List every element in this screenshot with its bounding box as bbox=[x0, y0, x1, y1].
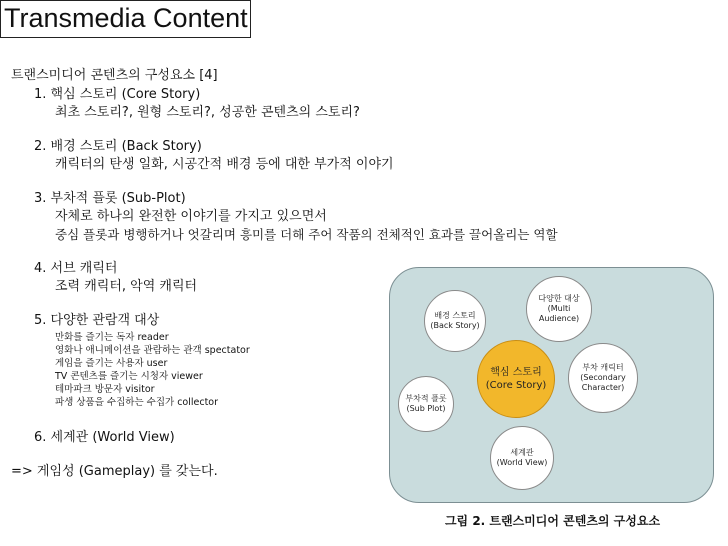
audience-visitor: 테마파크 방문자 visitor bbox=[55, 384, 155, 395]
item-4-detail: 조력 캐릭터, 악역 캐릭터 bbox=[55, 279, 198, 294]
item-1-heading: 1. 핵심 스토리 (Core Story) bbox=[34, 87, 201, 102]
subplot-label: 부차적 플롯 bbox=[405, 394, 447, 403]
audience-label: 다양한 대상 bbox=[538, 294, 580, 303]
item-2-detail: 캐릭터의 탄생 일화, 시공간적 배경 등에 대한 부가적 이야기 bbox=[55, 157, 394, 172]
item-3-detail-2: 중심 플롯과 병행하거나 엇갈리며 흥미를 더해 주어 작품의 전체적인 효과를 끌어올리는 역할 bbox=[55, 227, 558, 242]
conclusion: => 게임성 (Gameplay) 를 갖는다. bbox=[11, 464, 218, 479]
audience-spectator: 영화나 애니메이션을 관람하는 관객 spectator bbox=[55, 345, 250, 356]
secondary-label-en-2: Character) bbox=[581, 383, 625, 392]
worldview-label: 세계관 bbox=[510, 448, 534, 457]
item-5-heading: 5. 다양한 관람객 대상 bbox=[34, 313, 160, 328]
item-2-heading: 2. 배경 스토리 (Back Story) bbox=[34, 139, 202, 154]
item-3-heading: 3. 부차적 플롯 (Sub-Plot) bbox=[34, 191, 186, 206]
audience-bubble bbox=[526, 276, 592, 342]
components-diagram bbox=[389, 267, 714, 503]
diagram-caption: 그림 2. 트랜스미디어 콘텐츠의 구성요소 bbox=[444, 514, 661, 528]
item-6-heading: 6. 세계관 (World View) bbox=[34, 430, 175, 445]
item-3-detail-1: 자체로 하나의 완전한 이야기를 가지고 있으면서 bbox=[55, 209, 327, 224]
section-heading: 트랜스미디어 콘텐츠의 구성요소 [4] bbox=[11, 68, 218, 83]
secondary-label-en-1: (Secondary bbox=[580, 373, 626, 382]
backstory-bubble bbox=[424, 290, 486, 352]
worldview-label-en: (World View) bbox=[496, 458, 548, 467]
item-4-heading: 4. 서브 캐릭터 bbox=[34, 261, 118, 276]
worldview-bubble bbox=[490, 426, 554, 490]
slide-title: Transmedia Content bbox=[0, 0, 251, 38]
backstory-label-en: (Back Story) bbox=[430, 321, 480, 330]
backstory-label: 배경 스토리 bbox=[434, 311, 476, 320]
audience-collector: 파생 상품을 수집하는 수집가 collector bbox=[55, 397, 219, 408]
item-1-detail: 최초 스토리?, 원형 스토리?, 성공한 콘텐츠의 스토리? bbox=[55, 105, 360, 120]
audience-label-en-2: Audience) bbox=[538, 314, 580, 323]
secondary-character-bubble bbox=[568, 343, 638, 413]
audience-label-en-1: (Multi bbox=[547, 304, 571, 313]
core-story-bubble bbox=[477, 340, 555, 418]
subplot-label-en: (Sub Plot) bbox=[406, 404, 446, 413]
audience-viewer: TV 콘텐츠를 즐기는 시청자 viewer bbox=[55, 371, 203, 382]
audience-reader: 만화를 즐기는 독자 reader bbox=[55, 332, 169, 343]
core-story-label-en: (Core Story) bbox=[485, 380, 547, 391]
core-story-label: 핵심 스토리 bbox=[490, 367, 542, 378]
secondary-label: 부차 캐릭터 bbox=[582, 363, 624, 372]
audience-user: 게임을 즐기는 사용자 user bbox=[55, 358, 168, 369]
subplot-bubble bbox=[398, 376, 454, 432]
